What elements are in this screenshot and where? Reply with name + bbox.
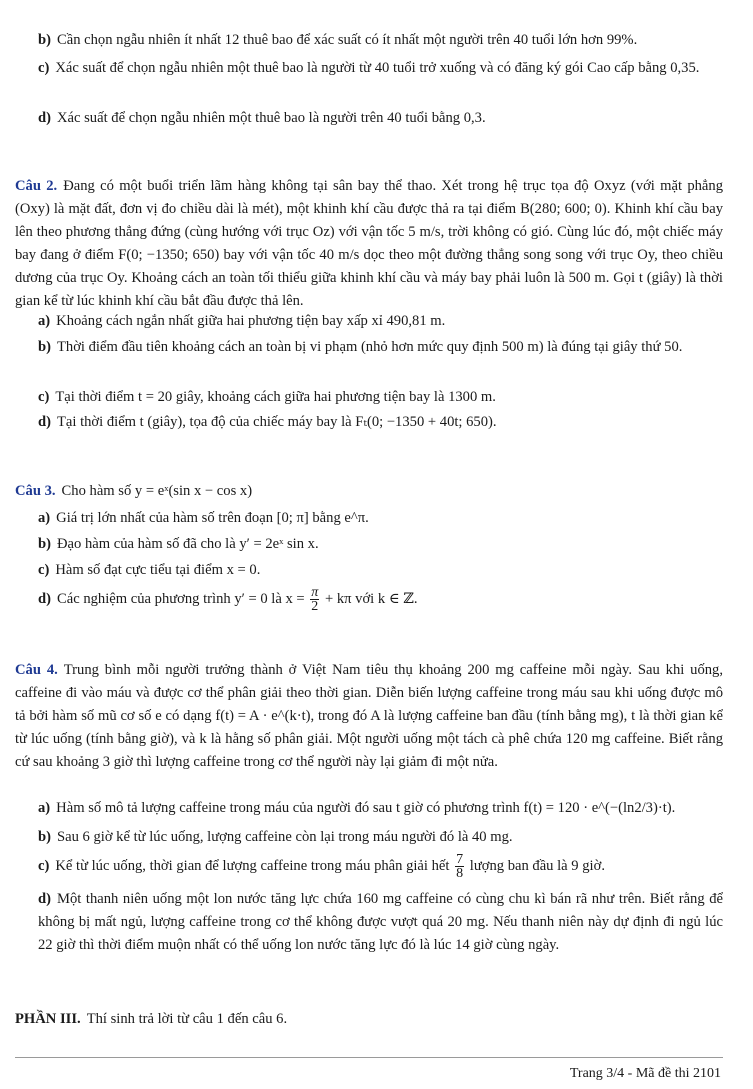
option-label: c) — [38, 60, 50, 76]
option-label: a) — [38, 800, 51, 816]
q1-option-d — [38, 107, 723, 130]
footer-divider — [15, 1057, 723, 1058]
option-label: c) — [38, 562, 50, 578]
q3-option-b — [38, 533, 723, 556]
option-label: b) — [38, 32, 51, 48]
fraction-numerator: π — [311, 585, 319, 600]
option-text: Sau 6 giờ kể từ lúc uống, lượng caffeine còn lại trong máu người đó là 40 mg. — [56, 829, 513, 845]
q4-option-b — [38, 826, 723, 849]
option-label: b) — [38, 536, 51, 552]
option-label: c) — [38, 857, 50, 874]
part3-heading — [15, 1008, 287, 1031]
fraction — [455, 853, 464, 880]
q4-option-d — [38, 888, 723, 957]
q2-option-c — [38, 386, 723, 409]
option-label: d) — [38, 414, 51, 430]
q2-option-b — [38, 336, 723, 359]
option-text-tail: + kπ với k ∈ ℤ. — [324, 590, 418, 607]
option-text: Các nghiệm của phương trình y′ = 0 là x = — [56, 590, 305, 607]
q4-stem — [15, 659, 723, 774]
fraction-numerator: 7 — [456, 852, 464, 867]
fraction — [310, 586, 319, 613]
q3-option-c — [38, 559, 723, 582]
option-text: Hàm số mô tả lượng caffeine trong máu của người đó sau t giờ có phương trình f(t) = 120 · e^(−(ln2/3)·t). — [56, 800, 676, 816]
q2-option-a — [38, 310, 723, 333]
option-text: Tại thời điểm t (giây), tọa độ của chiếc máy bay là Fₜ(0; −1350 + 40t; 650). — [56, 414, 497, 430]
option-label: d) — [38, 891, 51, 907]
part-title: PHẦN III. — [15, 1011, 81, 1027]
option-text: Thời điểm đầu tiên khoảng cách an toàn bị vi phạm (nhỏ hơn mức quy định 500 m) là đúng tại giây thứ 50. — [56, 339, 683, 355]
q4-option-c — [38, 853, 723, 880]
q3-stem — [15, 480, 723, 503]
q3-option-a — [38, 507, 723, 530]
q3-option-d — [38, 586, 723, 613]
option-text: Hàm số đạt cực tiểu tại điểm x = 0. — [55, 562, 261, 578]
fraction-denominator: 8 — [456, 866, 464, 881]
q1-option-b — [38, 29, 723, 52]
page-footer: Trang 3/4 - Mã đề thi 2101 — [569, 1066, 721, 1081]
q4-option-a — [38, 797, 723, 820]
question-heading: Câu 2. — [15, 178, 58, 194]
question-heading: Câu 3. — [15, 483, 56, 499]
option-label: c) — [38, 389, 50, 405]
option-text: Đạo hàm của hàm số đã cho là y′ = 2eˣ sin x. — [56, 536, 319, 552]
q2-stem — [15, 175, 723, 313]
option-label: a) — [38, 510, 51, 526]
option-text: Tại thời điểm t = 20 giây, khoảng cách giữa hai phương tiện bay là 1300 m. — [55, 389, 496, 405]
option-label: a) — [38, 313, 51, 329]
option-text: Kể từ lúc uống, thời gian để lượng caffeine trong máu phân giải hết — [55, 857, 450, 874]
option-label: b) — [38, 339, 51, 355]
question-text: Đang có một buổi triển lãm hàng không tại sân bay thể thao. Xét trong hệ trục tọa độ Oxyz (với mặt phẳng (Oxy) là mặt đất, đơn vị đo chiều dài là mét), một khinh khí cầu được thả ra tại điểm B(280; 600; 0). Khinh khí cầu bay lên theo phương thẳng đứng (cùng hướng với trục Oz) với vận tốc 5 m/s, trời không có gió. Cùng lúc đó, một chiếc máy bay đang ở điểm F(0; −1350; 650) bay với vận tốc 40 m/s dọc theo một đường thẳng song song với trục Oy, theo chiều dương của trục Oy. Khoảng cách an toàn tối thiểu giữa khinh khí cầu và máy bay phải luôn là 500 m. Gọi t (giây) là thời gian kể từ lúc khinh khí cầu bắt đầu được thả lên. — [15, 178, 723, 309]
option-label: d) — [38, 590, 51, 607]
option-text: Cần chọn ngẫu nhiên ít nhất 12 thuê bao để xác suất có ít nhất một người trên 40 tuổi lớn hơn 99%. — [56, 32, 638, 48]
fraction-denominator: 2 — [311, 599, 319, 614]
option-text: Giá trị lớn nhất của hàm số trên đoạn [0; π] bằng e^π. — [56, 510, 369, 526]
q1-option-c — [38, 57, 723, 80]
option-text: Một thanh niên uống một lon nước tăng lực chứa 160 mg caffeine có cùng chu kì bán rã như trên. Biết rằng để không bị mất ngủ, lượng caffeine trong cơ thể không được vượt quá 20 mg. Nếu thanh niên này dự định đi ngủ lúc 22 giờ thì thời điểm muộn nhất có thể uống lon nước tăng lực đó là lúc 14 giờ cùng ngày. — [38, 891, 723, 953]
question-text: Cho hàm số y = eˣ(sin x − cos x) — [61, 483, 253, 499]
option-text: Xác suất để chọn ngẫu nhiên một thuê bao là người trên 40 tuổi bằng 0,3. — [56, 110, 486, 126]
option-text-tail: lượng ban đầu là 9 giờ. — [469, 857, 605, 874]
option-text: Khoảng cách ngắn nhất giữa hai phương tiện bay xấp xỉ 490,81 m. — [56, 313, 446, 329]
q2-option-d — [38, 411, 723, 434]
part-instruction: Thí sinh trả lời từ câu 1 đến câu 6. — [86, 1011, 288, 1027]
option-label: d) — [38, 110, 51, 126]
question-heading: Câu 4. — [15, 662, 58, 678]
question-text: Trung bình mỗi người trưởng thành ở Việt Nam tiêu thụ khoảng 200 mg caffeine mỗi ngày. Sau khi uống, caffeine đi vào máu và được cơ thể phân giải theo thời gian. Diễn biến lượng caffeine trong máu sau khi uống được mô tả bởi hàm số mũ cơ số e có dạng f(t) = A · e^(k·t), trong đó A là lượng caffeine ban đầu (tính bằng mg), t là thời gian kể từ lúc uống (tính bằng giờ), và k là hằng số phân giải. Một người uống một tách cà phê chứa 120 mg caffeine. Biết rằng cứ sau khoảng 3 giờ thì lượng caffeine trong cơ thể người này lại giảm đi một nửa. — [15, 662, 724, 770]
option-label: b) — [38, 829, 51, 845]
option-text: Xác suất để chọn ngẫu nhiên một thuê bao là người từ 40 tuổi trở xuống và có đăng ký gói Cao cấp bằng 0,35. — [55, 60, 700, 76]
